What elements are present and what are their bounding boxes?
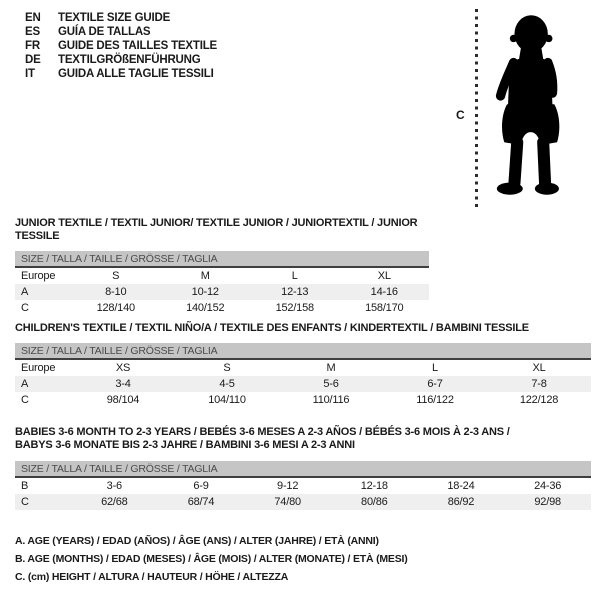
table-cell: 24-36 [534, 480, 562, 492]
table-cell: 10-12 [191, 286, 219, 298]
table-cell: 14-16 [370, 286, 398, 298]
table-cell: 110/116 [312, 394, 350, 406]
table-cell: 12-18 [360, 480, 388, 492]
table-cell: 116/122 [416, 394, 454, 406]
table-cell: 104/110 [208, 394, 246, 406]
lang-code: DE [25, 54, 41, 66]
table-row [15, 376, 591, 392]
children-size-table [15, 343, 591, 408]
table-cell: Europe [21, 362, 56, 374]
lang-row-de [25, 53, 217, 67]
lang-title: GUIDA ALLE TAGLIE TESSILI [58, 68, 214, 80]
size-header-band: SIZE / TALLA / TAILLE / GRÖSSE / TAGLIA [15, 343, 591, 359]
lang-title: GUIDE DES TAILLES TEXTILE [58, 40, 217, 52]
lang-row-en [25, 11, 217, 25]
table-cell: S [223, 362, 231, 374]
table-cell: Europe [21, 270, 56, 282]
children-table-title: CHILDREN'S TEXTILE / TEXTIL NIÑO/A / TEXTILE DES ENFANTS / KINDERTEXTIL / BAMBINI TESSILE [15, 322, 529, 334]
table-cell: 6-9 [193, 480, 209, 492]
size-figure [448, 6, 598, 210]
table-cell: XL [532, 362, 546, 374]
table-cell: M [326, 362, 336, 374]
lang-title: TEXTILGRÖßENFÜHRUNG [58, 54, 201, 66]
table-row [15, 477, 591, 494]
table-cell: 98/104 [106, 394, 140, 406]
table-cell: 3-6 [106, 480, 122, 492]
table-cell: 6-7 [427, 378, 443, 390]
babies-title-line2: BABYS 3-6 MONATE BIS 2-3 JAHRE / BAMBINI 3-6 MESI A 2-3 ANNI [15, 439, 355, 451]
table-cell: C [21, 394, 29, 406]
size-header-band: SIZE / TALLA / TAILLE / GRÖSSE / TAGLIA [15, 461, 591, 477]
table-cell: 158/170 [365, 302, 404, 314]
table-cell: B [21, 480, 29, 492]
table-cell: 5-6 [323, 378, 339, 390]
table-cell: S [112, 270, 120, 282]
table-row [15, 494, 591, 510]
table-cell: 7-8 [531, 378, 547, 390]
table-cell: 4-5 [219, 378, 235, 390]
lang-row-es [25, 25, 217, 39]
table-cell: 80/86 [361, 496, 388, 508]
table-row [15, 300, 429, 316]
table-cell: 140/152 [186, 302, 225, 314]
toddler-silhouette-icon [482, 10, 584, 206]
lang-row-fr [25, 39, 217, 53]
lang-code: EN [25, 12, 41, 24]
table-row [15, 392, 591, 408]
table-cell: 12-13 [281, 286, 309, 298]
size-header-band: SIZE / TALLA / TAILLE / GRÖSSE / TAGLIA [15, 251, 429, 267]
table-cell: 92/98 [534, 496, 561, 508]
table-cell: C [21, 496, 29, 508]
lang-row-it [25, 67, 217, 81]
footnote-b: B. AGE (MONTHS) / EDAD (MESES) / ÂGE (MOIS) / ALTER (MONATE) / ETÀ (MESI) [15, 553, 408, 565]
junior-size-table [15, 251, 429, 316]
lang-title: GUÍA DE TALLAS [58, 26, 151, 38]
table-row [15, 359, 591, 376]
table-row [15, 267, 429, 284]
babies-title-line1: BABIES 3-6 MONTH TO 2-3 YEARS / BEBÉS 3-6 MESES A 2-3 AÑOS / BÉBÉS 3-6 MOIS À 2-3 ANS / [15, 426, 510, 438]
table-cell: A [21, 286, 29, 298]
lang-code: ES [25, 26, 40, 38]
table-cell: 18-24 [447, 480, 475, 492]
height-measure-dotted-line [475, 9, 478, 208]
table-cell: 62/68 [101, 496, 128, 508]
language-legend [25, 11, 217, 81]
table-cell: 8-10 [105, 286, 127, 298]
babies-size-table [15, 461, 591, 510]
table-cell: C [21, 302, 29, 314]
lang-title: TEXTILE SIZE GUIDE [58, 12, 171, 24]
footnote-c: C. (cm) HEIGHT / ALTURA / HAUTEUR / HÖHE / ALTEZZA [15, 571, 289, 583]
table-row [15, 284, 429, 300]
junior-table-title: JUNIOR TEXTILE / TEXTIL JUNIOR/ TEXTILE JUNIOR / JUNIORTEXTIL / JUNIOR TESSILE [15, 217, 418, 242]
table-cell: 3-4 [115, 378, 131, 390]
table-cell: XS [115, 362, 131, 374]
footnote-a: A. AGE (YEARS) / EDAD (AÑOS) / ÂGE (ANS) / ALTER (JAHRE) / ETÀ (ANNI) [15, 535, 379, 547]
table-cell: 152/158 [275, 302, 314, 314]
table-cell: 128/140 [96, 302, 135, 314]
lang-code: FR [25, 40, 40, 52]
table-cell: L [291, 270, 298, 282]
junior-textile-section [15, 217, 429, 316]
height-measure-label-c: C [456, 108, 465, 122]
table-cell: 9-12 [277, 480, 299, 492]
table-cell: A [21, 378, 29, 390]
measure-legend [15, 532, 408, 586]
lang-code: IT [25, 68, 35, 80]
table-cell: 122/128 [519, 394, 559, 406]
babies-textile-section [15, 426, 591, 510]
children-textile-section [15, 322, 591, 408]
table-cell: M [200, 270, 210, 282]
table-cell: 86/92 [447, 496, 475, 508]
babies-table-title [15, 426, 591, 452]
table-cell: 74/80 [274, 496, 301, 508]
table-cell: 68/74 [187, 496, 215, 508]
table-cell: L [432, 362, 438, 374]
table-cell: XL [377, 270, 391, 282]
